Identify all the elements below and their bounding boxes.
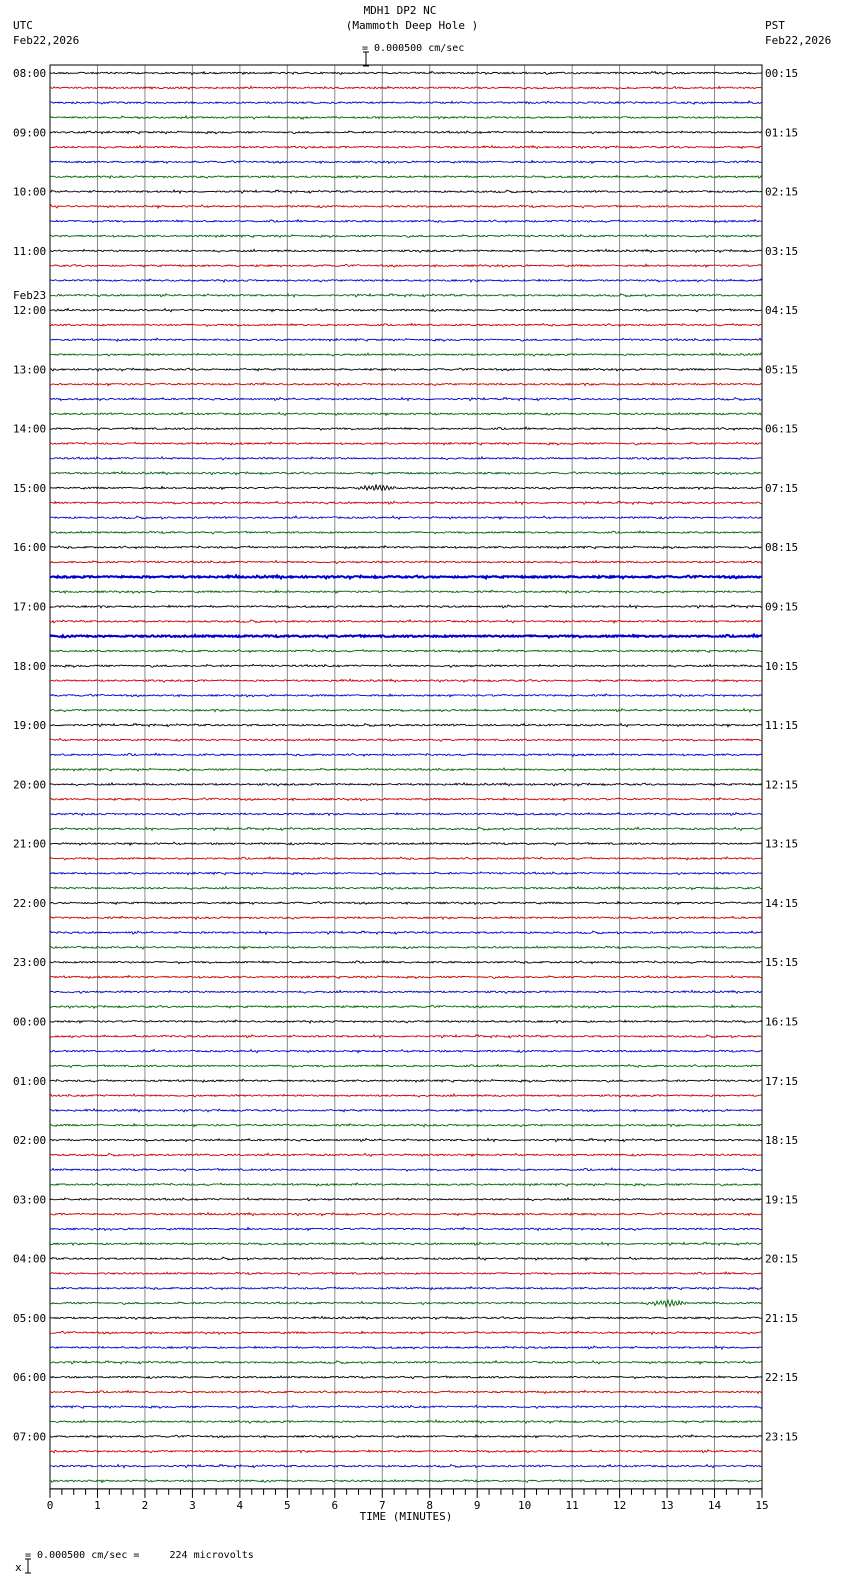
seismic-trace [50, 961, 762, 964]
seismic-trace [50, 71, 762, 74]
seismic-trace [50, 1183, 762, 1186]
seismic-trace [50, 249, 762, 252]
seismic-trace [50, 1300, 762, 1306]
utc-hour-label: 20:00 [13, 778, 47, 792]
x-tick-label: 5 [284, 1498, 291, 1512]
utc-hour-label: 02:00 [13, 1134, 47, 1148]
seismic-trace [50, 279, 762, 282]
utc-hour-label: 13:00 [13, 363, 47, 377]
seismic-trace [50, 649, 762, 652]
utc-date-label: Feb22,2026 [13, 34, 80, 47]
footer-scale-label: = 0.000500 cm/sec = 224 microvolts [25, 1550, 254, 1561]
seismic-trace [50, 353, 762, 356]
seismic-trace [50, 575, 762, 578]
seismic-trace [50, 1257, 762, 1260]
seismic-trace [50, 1124, 762, 1127]
seismic-trace [50, 338, 762, 341]
pst-hour-label: 05:15 [765, 363, 799, 377]
seismic-trace [50, 1479, 762, 1482]
seismic-trace [50, 442, 762, 445]
utc-hour-label: 22:00 [13, 896, 47, 910]
x-tick-label: 6 [331, 1498, 339, 1512]
footer-scale-icon [2, 1545, 22, 1574]
x-tick-label: 4 [236, 1498, 244, 1512]
seismic-trace [50, 101, 762, 104]
seismic-trace [50, 131, 762, 134]
seismic-trace [50, 1153, 762, 1156]
seismic-trace [50, 1050, 762, 1053]
seismic-trace [50, 783, 762, 786]
station-title: MDH1 DP2 NC [363, 4, 437, 17]
seismic-trace [50, 590, 762, 593]
utc-hour-label: 07:00 [13, 1430, 47, 1444]
seismic-trace [50, 205, 762, 208]
x-tick-label: 2 [141, 1498, 149, 1512]
seismic-trace [50, 1005, 762, 1008]
x-tick-label: 12 [612, 1498, 627, 1512]
seismic-trace [50, 1168, 762, 1171]
pst-hour-label: 18:15 [765, 1134, 799, 1148]
seismic-trace [50, 484, 762, 490]
x-tick-label: 7 [378, 1498, 386, 1512]
seismic-trace [50, 1272, 762, 1275]
seismic-trace [50, 990, 762, 993]
pst-hour-label: 03:15 [765, 244, 799, 258]
seismic-trace [50, 309, 762, 312]
date-change-label: Feb23 [13, 289, 47, 303]
seismic-trace [50, 872, 762, 875]
seismic-trace [50, 175, 762, 178]
seismic-trace [50, 724, 762, 727]
seismic-trace [50, 679, 762, 682]
plot-frame [50, 65, 762, 1489]
x-tick-label: 3 [189, 1498, 196, 1512]
pst-hour-label: 02:15 [765, 185, 799, 199]
x-tick-label: 0 [46, 1498, 54, 1512]
seismic-trace [50, 931, 762, 934]
seismic-trace [50, 160, 762, 163]
time-axis [47, 1489, 769, 1523]
seismic-trace [50, 1242, 762, 1245]
utc-hour-label: 09:00 [13, 126, 47, 140]
seismic-trace [50, 1198, 762, 1201]
seismic-trace [50, 86, 762, 89]
utc-hour-label: 04:00 [13, 1252, 47, 1266]
seismic-trace [50, 546, 762, 549]
x-tick-label: 8 [426, 1498, 434, 1512]
seismic-trace [50, 635, 762, 638]
seismic-trace [50, 1035, 762, 1038]
seismic-trace [50, 501, 762, 504]
x-tick-label: 9 [473, 1498, 481, 1512]
x-tick-label: 11 [565, 1498, 579, 1512]
pst-zone-label: PST [765, 19, 785, 32]
time-grid [50, 65, 762, 1489]
seismic-trace [50, 235, 762, 238]
pst-hour-label: 09:15 [765, 600, 799, 614]
utc-hour-label: 15:00 [13, 481, 47, 495]
utc-hour-label: 21:00 [13, 837, 47, 851]
seismic-trace [50, 768, 762, 771]
pst-hour-label: 08:15 [765, 541, 799, 555]
pst-hour-label: 07:15 [765, 481, 799, 495]
seismic-trace [50, 857, 762, 860]
utc-hour-label: 16:00 [13, 541, 47, 555]
seismic-trace [50, 412, 762, 415]
x-tick-label: 1 [94, 1498, 101, 1512]
pst-hour-label: 06:15 [765, 422, 799, 436]
station-location: (Mammoth Deep Hole ) [345, 19, 479, 32]
pst-hour-label: 22:15 [765, 1371, 799, 1385]
seismic-trace [50, 1346, 762, 1349]
pst-hour-label: 04:15 [765, 304, 799, 318]
seismic-trace [50, 1079, 762, 1082]
seismic-trace [50, 1390, 762, 1393]
seismic-trace [50, 146, 762, 149]
seismic-trace [50, 294, 762, 297]
seismic-trace [50, 1287, 762, 1290]
utc-hour-label: 14:00 [13, 422, 47, 436]
seismic-trace [50, 1331, 762, 1334]
seismic-trace [50, 916, 762, 919]
seismic-trace [50, 383, 762, 386]
utc-hour-label: 12:00 [13, 304, 47, 318]
utc-hour-label: 18:00 [13, 659, 47, 673]
utc-hour-label: 00:00 [13, 1015, 47, 1029]
seismic-trace [50, 190, 762, 193]
seismic-trace [50, 902, 762, 905]
pst-hour-label: 01:15 [765, 126, 799, 140]
seismic-trace [50, 116, 762, 119]
pst-hour-label: 20:15 [765, 1252, 799, 1266]
x-tick-label: 15 [755, 1498, 769, 1512]
pst-hour-label: 21:15 [765, 1311, 799, 1325]
utc-zone-label: UTC [13, 19, 33, 32]
seismic-traces [50, 71, 762, 1482]
utc-hour-label: 03:00 [13, 1193, 47, 1207]
seismic-trace [50, 694, 762, 697]
seismic-trace [50, 976, 762, 979]
utc-hour-label: 01:00 [13, 1074, 47, 1088]
seismic-trace [50, 664, 762, 667]
utc-hour-label: 10:00 [13, 185, 47, 199]
pst-hour-label: 00:15 [765, 67, 799, 80]
utc-hour-label: 23:00 [13, 956, 47, 970]
seismic-trace [50, 798, 762, 801]
seismic-trace [50, 472, 762, 475]
seismic-trace [50, 1361, 762, 1364]
utc-hour-label: 05:00 [13, 1311, 47, 1325]
utc-hour-label: 08:00 [13, 67, 47, 80]
seismic-trace [50, 427, 762, 430]
seismic-trace [50, 813, 762, 816]
utc-hour-label: 19:00 [13, 719, 47, 733]
seismic-trace [50, 516, 762, 519]
seismic-trace [50, 531, 762, 534]
pst-hour-label: 16:15 [765, 1015, 799, 1029]
pst-hour-label: 13:15 [765, 837, 799, 851]
pst-hour-label: 10:15 [765, 659, 799, 673]
seismic-trace [50, 457, 762, 460]
seismic-trace [50, 1227, 762, 1230]
seismic-trace [50, 738, 762, 741]
seismic-trace [50, 561, 762, 564]
x-axis-label: TIME (MINUTES) [359, 1509, 453, 1523]
seismic-trace [50, 1064, 762, 1067]
utc-hour-label: 11:00 [13, 244, 47, 258]
seismic-trace [50, 368, 762, 371]
seismic-trace [50, 620, 762, 623]
pst-hour-label: 12:15 [765, 778, 799, 792]
seismic-trace [50, 887, 762, 890]
seismic-trace [50, 220, 762, 223]
seismic-trace [50, 323, 762, 326]
seismic-trace [50, 605, 762, 608]
seismic-trace [50, 1450, 762, 1453]
seismic-trace [50, 1020, 762, 1023]
seismic-trace [50, 1405, 762, 1408]
seismic-trace [50, 1213, 762, 1216]
utc-hour-label: 17:00 [13, 600, 47, 614]
seismic-trace [50, 1109, 762, 1112]
seismic-trace [50, 1420, 762, 1423]
pst-date-label: Feb22,2026 [765, 34, 832, 47]
seismic-trace [50, 842, 762, 845]
pst-hour-label: 17:15 [765, 1074, 799, 1088]
seismic-trace [50, 1435, 762, 1438]
seismic-trace [50, 1316, 762, 1319]
pst-hour-label: 15:15 [765, 956, 799, 970]
seismic-trace [50, 398, 762, 401]
seismic-trace [50, 753, 762, 756]
seismic-trace [50, 1376, 762, 1379]
utc-hour-label: 06:00 [13, 1371, 47, 1385]
svg-text:x: x [15, 1561, 22, 1574]
seismic-trace [50, 946, 762, 949]
x-tick-label: 14 [707, 1498, 722, 1512]
seismic-trace [50, 1465, 762, 1468]
x-tick-label: 10 [518, 1498, 532, 1512]
seismic-trace [50, 709, 762, 712]
pst-hour-label: 19:15 [765, 1193, 799, 1207]
seismic-trace [50, 1094, 762, 1097]
pst-hour-label: 23:15 [765, 1430, 799, 1444]
seismic-trace [50, 1139, 762, 1142]
x-tick-label: 13 [660, 1498, 674, 1512]
pst-hour-label: 14:15 [765, 896, 799, 910]
pst-hour-label: 11:15 [765, 719, 799, 733]
seismic-trace [50, 264, 762, 267]
scale-label: = 0.000500 cm/sec [362, 43, 465, 54]
seismic-trace [50, 827, 762, 830]
